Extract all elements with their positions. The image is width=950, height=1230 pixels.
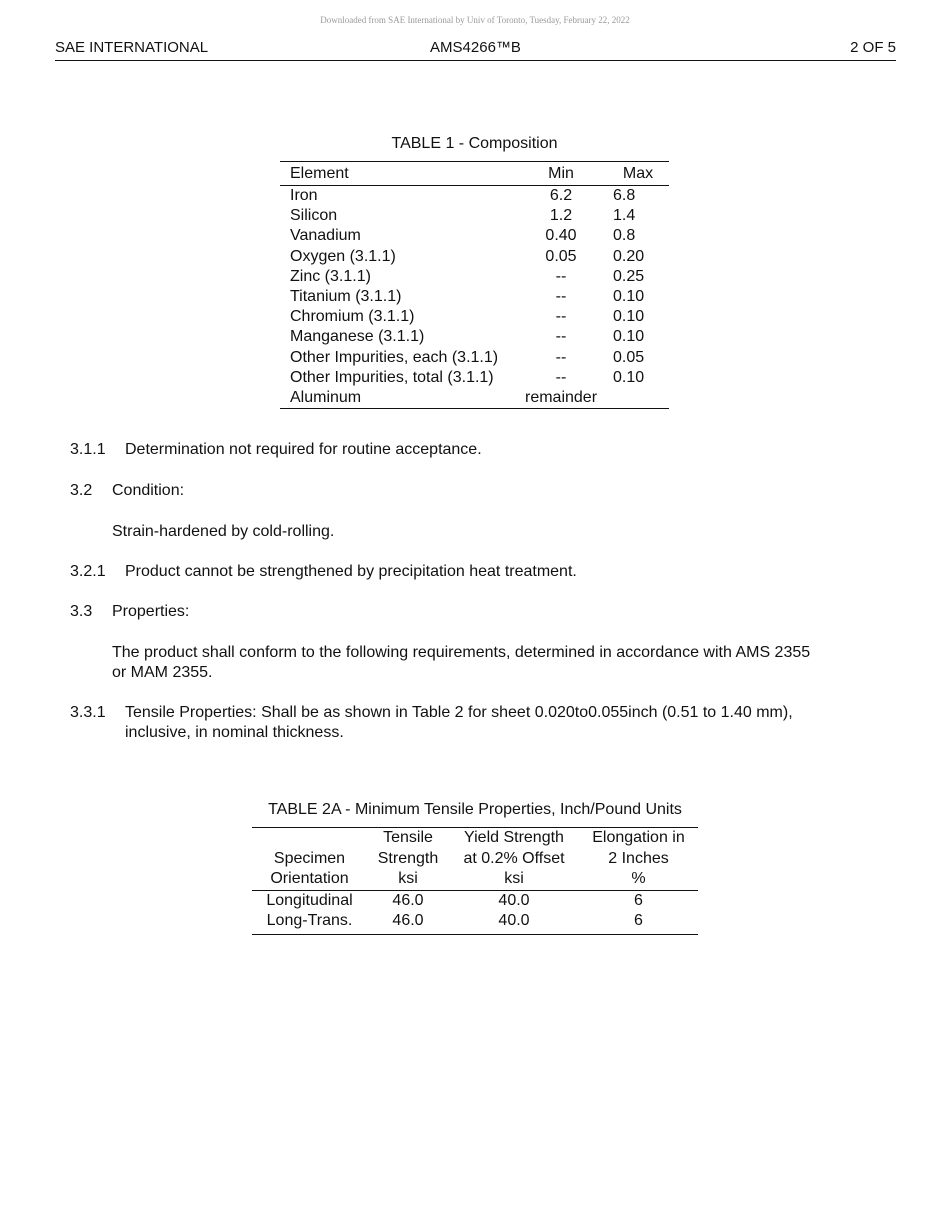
element-cell: Other Impurities, total (3.1.1) bbox=[290, 368, 494, 386]
table-header-row bbox=[280, 162, 669, 186]
download-watermark: Downloaded from SAE International by Univ of Toronto, Tuesday, February 22, 2022 bbox=[320, 15, 630, 25]
header-line: Orientation bbox=[270, 870, 349, 887]
table-header-row bbox=[252, 828, 698, 891]
table-row bbox=[252, 890, 698, 911]
min-cell: -- bbox=[555, 308, 567, 326]
header-line: Tensile bbox=[383, 829, 433, 846]
table-row bbox=[280, 186, 669, 207]
table-row bbox=[280, 327, 669, 347]
column-header-elongation bbox=[579, 828, 698, 891]
text-line: or MAM 2355. bbox=[112, 664, 213, 681]
section-number: 3.2.1 bbox=[70, 563, 106, 580]
min-cell: -- bbox=[555, 328, 567, 346]
header-line bbox=[252, 828, 367, 849]
table-row bbox=[280, 348, 669, 368]
section-text: Condition: bbox=[112, 482, 185, 499]
column-header-tensile-strength bbox=[367, 828, 449, 891]
column-header: Min bbox=[515, 162, 607, 186]
column-header-yield-strength bbox=[449, 828, 579, 891]
table1-caption: TABLE 1 - Composition bbox=[391, 135, 558, 152]
tensile-cell: 46.0 bbox=[392, 891, 424, 909]
section-text bbox=[125, 703, 895, 743]
header-line: Strength bbox=[377, 849, 439, 867]
max-cell: 0.10 bbox=[613, 368, 645, 386]
elongation-cell: 6 bbox=[634, 891, 643, 909]
element-cell: Aluminum bbox=[280, 388, 515, 409]
table-row bbox=[280, 267, 669, 287]
header-line: Elongation in bbox=[592, 829, 685, 846]
max-cell: 0.25 bbox=[613, 267, 645, 285]
element-cell: Oxygen (3.1.1) bbox=[290, 247, 396, 265]
header-publisher: SAE INTERNATIONAL bbox=[55, 39, 209, 56]
element-cell: Zinc (3.1.1) bbox=[290, 267, 371, 285]
min-cell: -- bbox=[555, 368, 567, 386]
element-cell: Chromium (3.1.1) bbox=[290, 308, 415, 326]
orientation-cell: Long-Trans. bbox=[252, 911, 367, 934]
section-text: Product cannot be strengthened by precipitation heat treatment. bbox=[125, 563, 577, 580]
max-cell: 0.10 bbox=[613, 328, 645, 346]
condition-text: Strain-hardened by cold-rolling. bbox=[112, 523, 335, 540]
table-row bbox=[280, 247, 669, 267]
max-cell: 0.10 bbox=[613, 288, 645, 306]
yield-cell: 40.0 bbox=[498, 891, 530, 909]
max-cell: 0.20 bbox=[613, 247, 645, 265]
section-number: 3.1.1 bbox=[70, 441, 106, 458]
table-row bbox=[280, 287, 669, 307]
page-header bbox=[55, 38, 896, 61]
section-number: 3.2 bbox=[70, 482, 93, 499]
section-text: Properties: bbox=[112, 603, 190, 620]
element-cell: Titanium (3.1.1) bbox=[290, 288, 402, 306]
header-line: ksi bbox=[504, 870, 524, 887]
table-row bbox=[280, 226, 669, 246]
element-cell: Other Impurities, each (3.1.1) bbox=[290, 348, 499, 366]
tensile-cell: 46.0 bbox=[367, 911, 449, 934]
max-cell: 6.8 bbox=[613, 187, 636, 205]
properties-text bbox=[112, 643, 872, 683]
element-cell: Manganese (3.1.1) bbox=[290, 328, 425, 346]
section-number: 3.3 bbox=[70, 603, 93, 620]
column-header-orientation bbox=[252, 828, 367, 891]
max-cell bbox=[607, 388, 669, 409]
header-line: Yield Strength bbox=[464, 829, 564, 846]
header-line: Specimen bbox=[273, 849, 346, 867]
element-cell: Iron bbox=[290, 187, 318, 205]
min-cell: remainder bbox=[515, 388, 607, 409]
table-row bbox=[252, 911, 698, 934]
composition-table bbox=[280, 161, 669, 409]
text-line: Tensile Properties: Shall be as shown in Table 2 for sheet 0.020to0.055inch (0.51 to 1.40 mm), bbox=[125, 704, 793, 721]
max-cell: 0.05 bbox=[613, 348, 645, 366]
max-cell: 0.8 bbox=[613, 227, 636, 245]
table-row bbox=[280, 388, 669, 409]
section-number: 3.3.1 bbox=[70, 704, 106, 721]
min-cell: -- bbox=[555, 267, 567, 285]
element-cell: Silicon bbox=[290, 207, 338, 225]
table-row bbox=[280, 206, 669, 226]
header-line: at 0.2% Offset bbox=[463, 849, 565, 867]
min-cell: 1.2 bbox=[549, 207, 573, 225]
header-line: % bbox=[631, 870, 646, 887]
column-header: Max bbox=[607, 162, 669, 186]
header-line: 2 Inches bbox=[608, 849, 669, 867]
section-text: Determination not required for routine acceptance. bbox=[125, 441, 482, 458]
header-page-number: 2 OF 5 bbox=[850, 39, 896, 56]
max-cell: 0.10 bbox=[613, 308, 645, 326]
element-cell: Vanadium bbox=[290, 227, 361, 245]
text-line: inclusive, in nominal thickness. bbox=[125, 724, 344, 741]
min-cell: -- bbox=[555, 348, 567, 366]
orientation-cell: Longitudinal bbox=[266, 891, 353, 909]
header-line: ksi bbox=[398, 870, 418, 887]
min-cell: 6.2 bbox=[549, 187, 573, 205]
table-row bbox=[280, 368, 669, 388]
column-header: Element bbox=[280, 162, 515, 186]
tensile-properties-table bbox=[252, 827, 698, 935]
table2-caption: TABLE 2A - Minimum Tensile Properties, Inch/Pound Units bbox=[268, 801, 682, 818]
max-cell: 1.4 bbox=[613, 207, 636, 225]
min-cell: -- bbox=[555, 288, 567, 306]
elongation-cell: 6 bbox=[579, 911, 698, 934]
table-row bbox=[280, 307, 669, 327]
min-cell: 0.05 bbox=[545, 247, 577, 265]
header-document-id: AMS4266™B bbox=[430, 39, 521, 56]
text-line: The product shall conform to the following requirements, determined in accordance with AMS 2355 bbox=[112, 644, 811, 661]
yield-cell: 40.0 bbox=[449, 911, 579, 934]
min-cell: 0.40 bbox=[545, 227, 577, 245]
